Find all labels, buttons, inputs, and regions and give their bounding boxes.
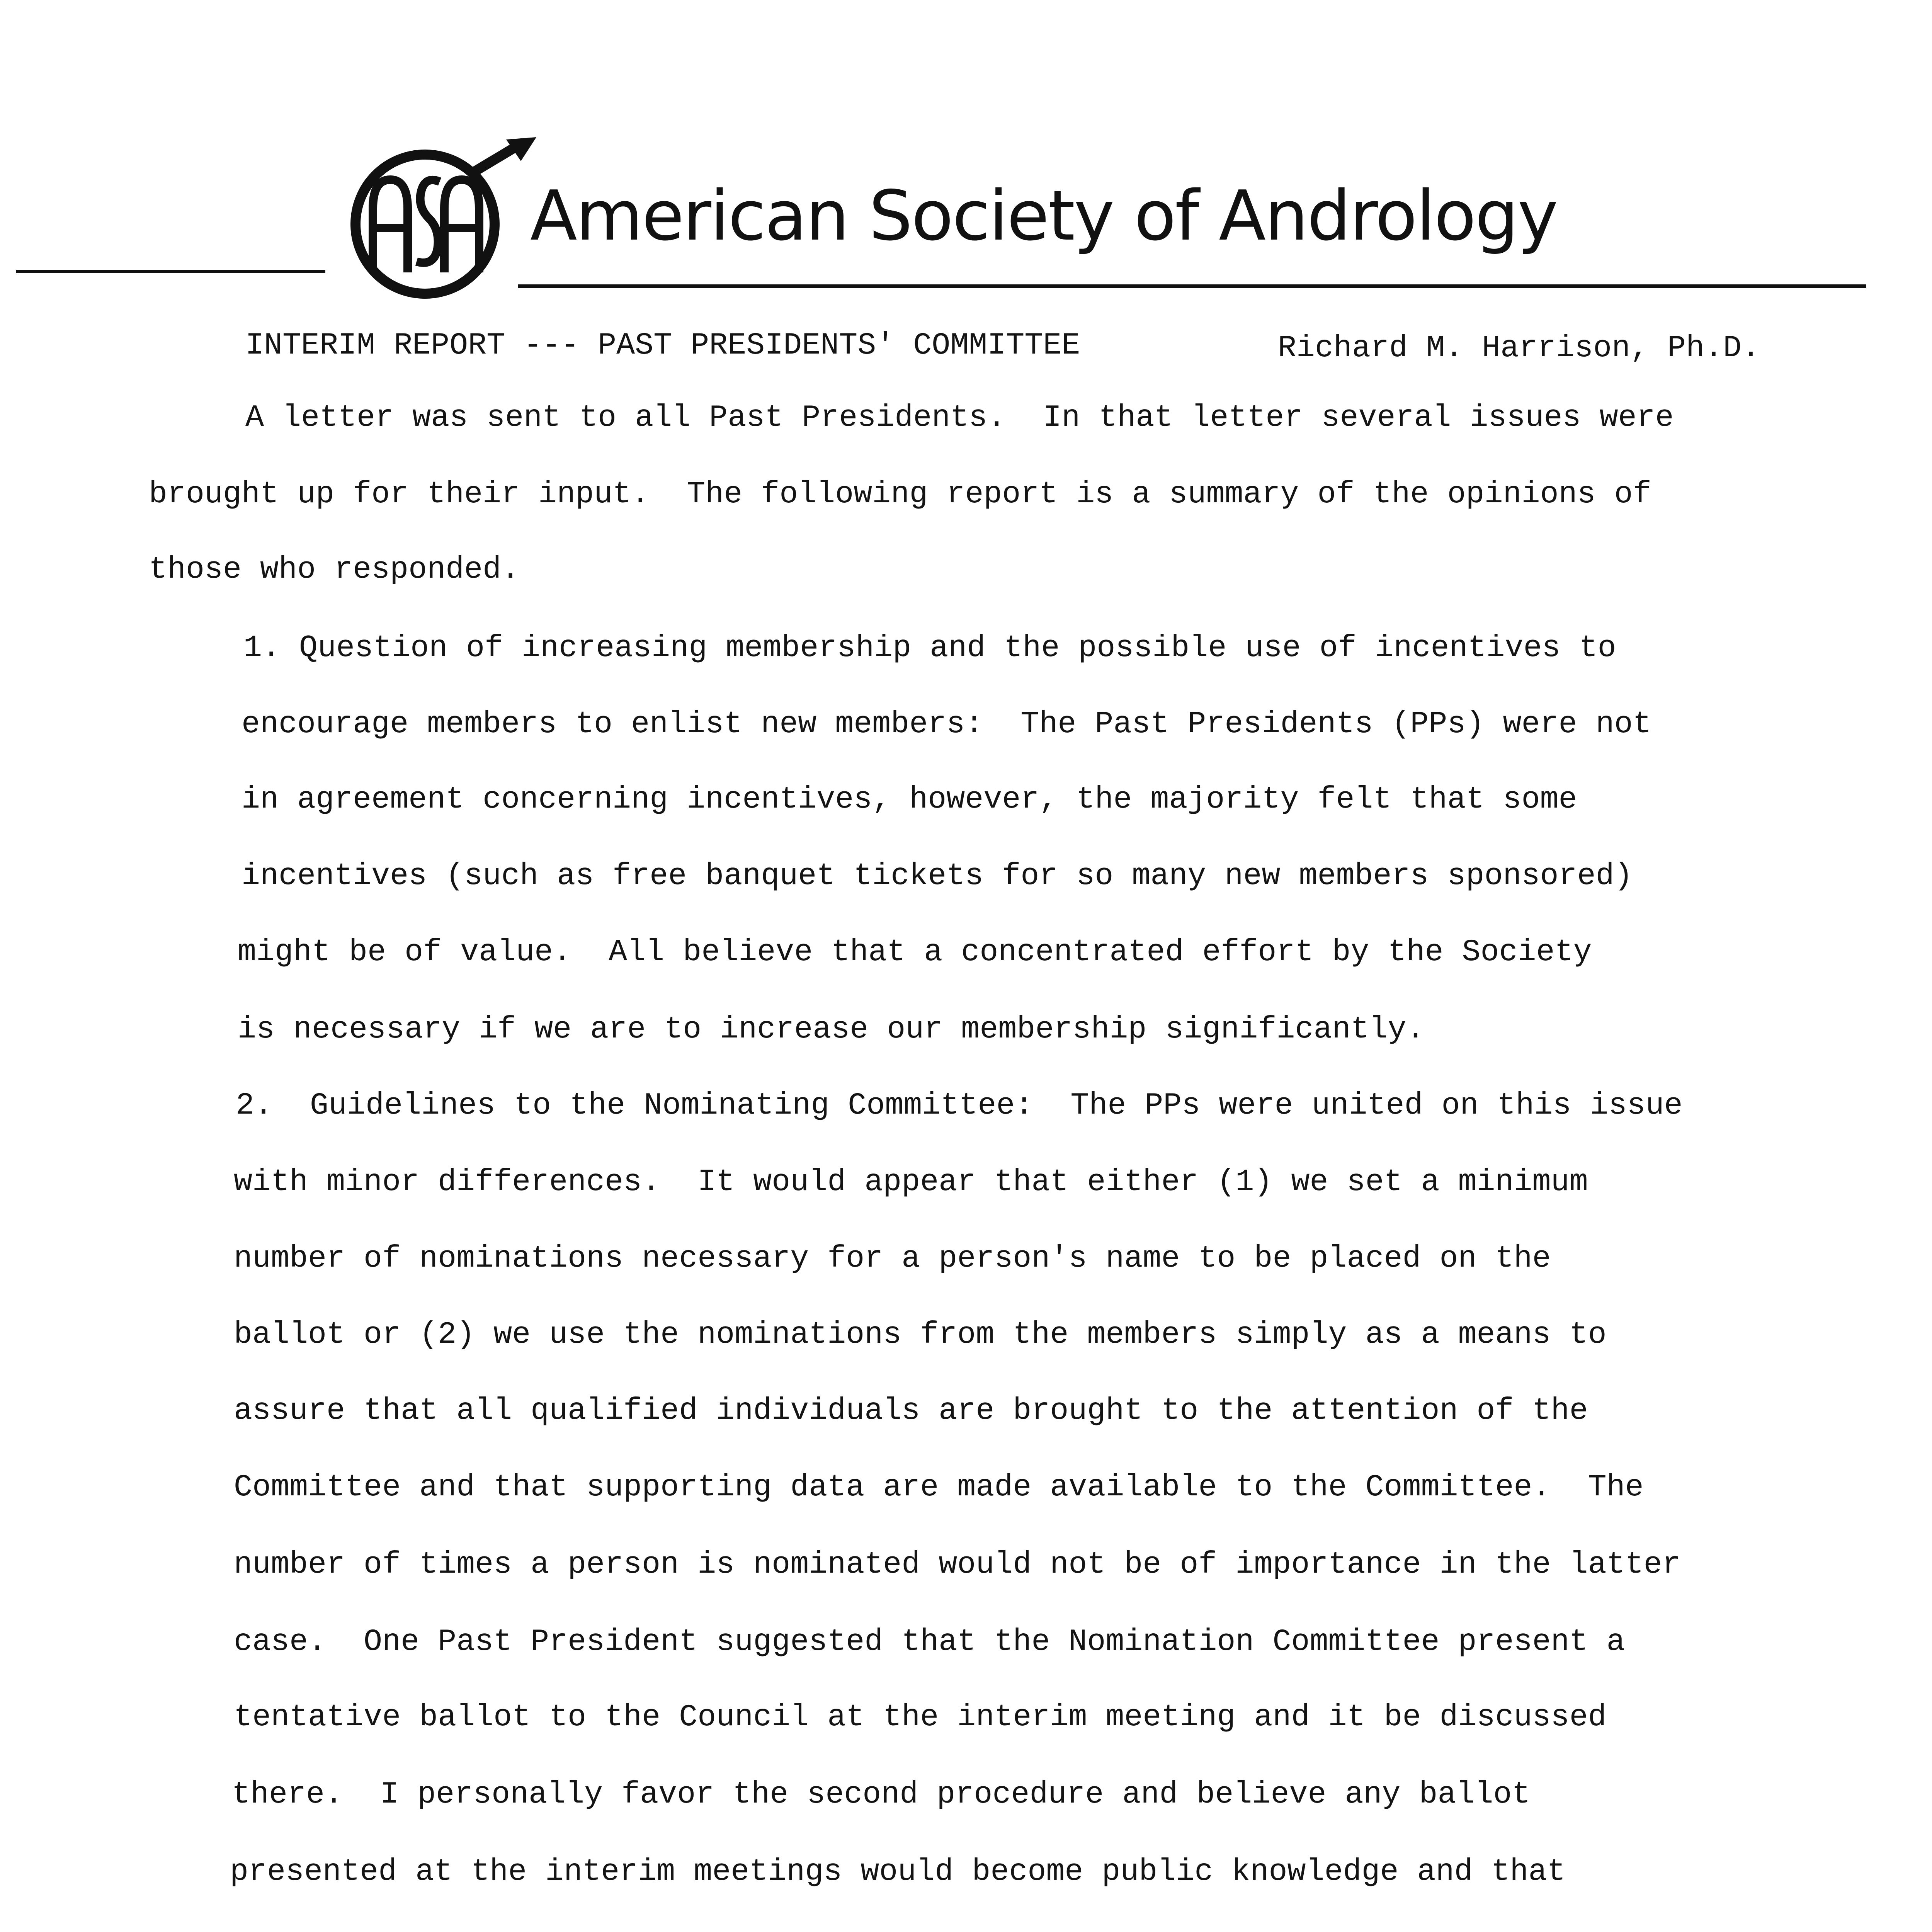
body-line: in agreement concerning incentives, however, the majority felt that some <box>242 782 1577 817</box>
body-line: tentative ballot to the Council at the interim meeting and it be discussed <box>234 1700 1607 1735</box>
body-line: Committee and that supporting data are made available to the Committee. The <box>234 1470 1644 1505</box>
body-line: assure that all qualified individuals are brought to the attention of the <box>234 1393 1588 1429</box>
body-line: encourage members to enlist new members: The Past Presidents (PPs) were not <box>242 707 1651 742</box>
body-line: brought up for their input. The following report is a summary of the opinions of <box>149 477 1651 512</box>
body-line: case. One Past President suggested that the Nomination Committee present a <box>234 1624 1625 1660</box>
society-name: American Society of Andrology <box>530 176 1557 256</box>
body-line: there. I personally favor the second procedure and believe any ballot <box>232 1777 1531 1812</box>
body-line: might be of value. All believe that a concentrated effort by the Society <box>238 935 1592 970</box>
body-line: number of nominations necessary for a person's name to be placed on the <box>234 1241 1551 1276</box>
header-rule-right <box>518 284 1866 288</box>
body-line: presented at the interim meetings would become public knowledge and that <box>230 1854 1566 1889</box>
body-line: is necessary if we are to increase our membership significantly. <box>238 1012 1425 1047</box>
body-line: incentives (such as free banquet tickets for so many new members sponsored) <box>242 859 1633 894</box>
body-line: those who responded. <box>149 552 520 587</box>
body-line: ballot or (2) we use the nominations from the members simply as a means to <box>234 1317 1607 1352</box>
body-line: number of times a person is nominated would not be of importance in the latter <box>234 1547 1681 1582</box>
asa-logo-icon <box>348 137 541 303</box>
body-line: 1. Question of increasing membership and the possible use of incentives to <box>243 631 1616 666</box>
body-line: 2. Guidelines to the Nominating Committee: The PPs were united on this issue <box>236 1088 1683 1123</box>
header-rule-left <box>16 270 325 273</box>
report-title: INTERIM REPORT --- PAST PRESIDENTS' COMMITTEE <box>245 328 1080 363</box>
report-author: Richard M. Harrison, Ph.D. <box>1278 331 1760 366</box>
body-line: A letter was sent to all Past Presidents. In that letter several issues were <box>245 400 1674 435</box>
body-line: with minor differences. It would appear that either (1) we set a minimum <box>234 1165 1588 1200</box>
